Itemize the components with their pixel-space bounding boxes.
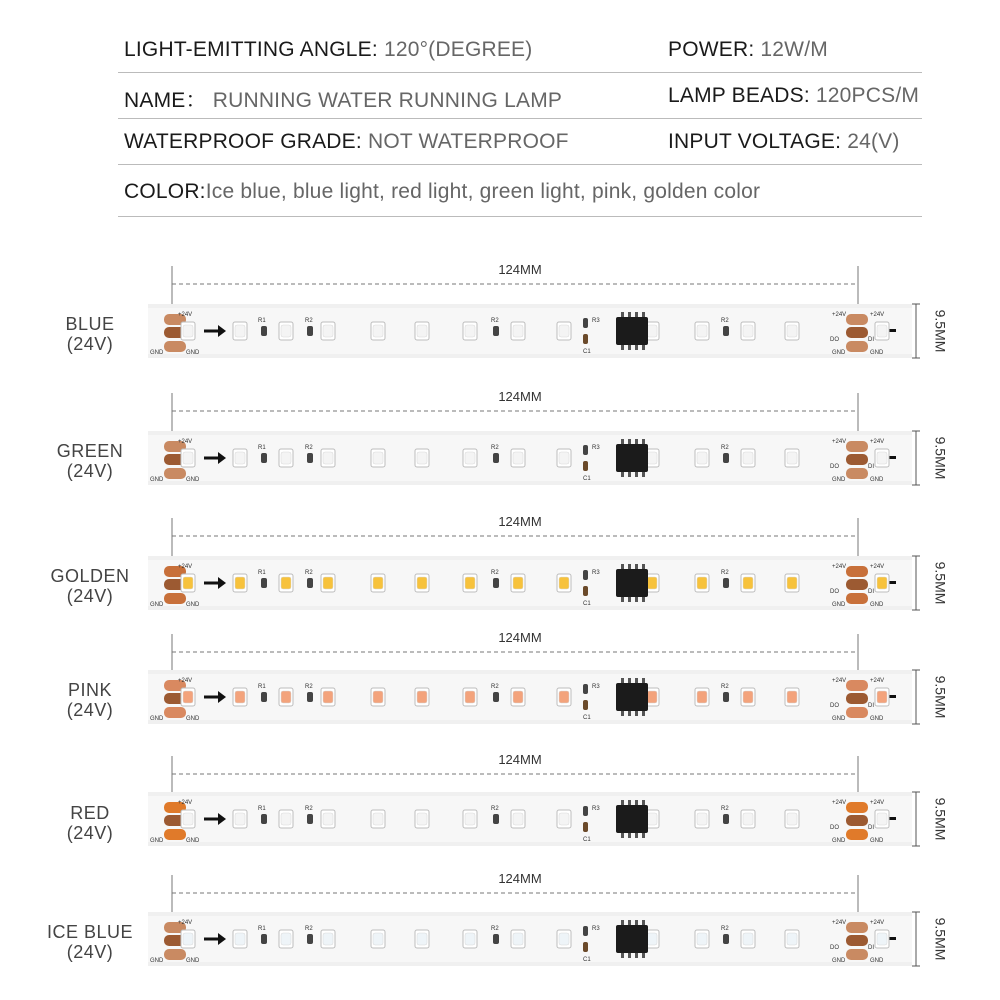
pad-label-24v: +24V: [870, 678, 885, 684]
ic-chip: [616, 805, 648, 833]
resistor-label-r1: R1: [258, 445, 266, 451]
led-emitter: [697, 813, 707, 825]
pad-label-gnd: GND: [870, 958, 884, 964]
strip-voltage: (24V): [66, 942, 114, 962]
led-emitter: [183, 933, 193, 945]
solder-pad: [846, 935, 868, 946]
solder-pad: [846, 593, 868, 604]
solder-pad: [846, 566, 868, 577]
led-emitter: [417, 325, 427, 337]
led-emitter: [373, 933, 383, 945]
resistor-label-r2: R2: [491, 806, 499, 812]
strip-blue: [148, 266, 920, 358]
led-emitter: [323, 813, 333, 825]
pad-label-do: DO: [830, 825, 839, 831]
resistor: [261, 692, 267, 702]
width-dimension: 9.5MM: [932, 309, 949, 353]
resistor: [261, 578, 267, 588]
strip-voltage: (24V): [66, 700, 114, 720]
resistor-label-r1: R1: [258, 570, 266, 576]
capacitor: [583, 461, 588, 471]
resistor-label-r2: R2: [305, 570, 313, 576]
led-emitter: [183, 691, 193, 703]
led-emitter: [281, 933, 291, 945]
solder-pad: [846, 949, 868, 960]
strip-name: RED: [70, 803, 110, 823]
led-emitter: [559, 813, 569, 825]
pad-label-24v: +24V: [832, 678, 847, 684]
led-emitter: [465, 577, 475, 589]
spec-voltage: INPUT VOLTAGE: 24(V): [668, 130, 900, 153]
solder-pad: [846, 815, 868, 826]
pad-label-24v: +24V: [178, 678, 193, 684]
pad-label-do: DO: [830, 945, 839, 951]
pad-label-gnd: GND: [186, 602, 200, 608]
spec-beads: LAMP BEADS: 120PCS/M: [668, 84, 920, 107]
resistor-label-r2: R2: [721, 318, 729, 324]
led-emitter: [877, 691, 887, 703]
resistor-r3: [583, 926, 588, 936]
solder-pad: [846, 802, 868, 813]
led-emitter: [465, 691, 475, 703]
led-emitter: [373, 577, 383, 589]
ic-chip: [616, 444, 648, 472]
solder-pad: [846, 314, 868, 325]
capacitor-label-c1: C1: [583, 349, 591, 355]
resistor: [261, 453, 267, 463]
spec-color: COLOR:Ice blue, blue light, red light, green light, pink, golden color: [124, 180, 761, 203]
led-emitter: [235, 325, 245, 337]
resistor-label-r2: R2: [721, 926, 729, 932]
resistor-label-r2: R2: [305, 926, 313, 932]
resistor-label-r2: R2: [305, 806, 313, 812]
led-emitter: [513, 813, 523, 825]
resistor-r3: [583, 570, 588, 580]
pad-label-gnd: GND: [832, 958, 846, 964]
pad-label-gnd: GND: [870, 350, 884, 356]
solder-pad: [846, 441, 868, 452]
strip-voltage: (24V): [66, 461, 114, 481]
pad-label-do: DO: [830, 589, 839, 595]
led-emitter: [417, 577, 427, 589]
ic-chip: [616, 317, 648, 345]
pad-label-24v: +24V: [870, 564, 885, 570]
led-emitter: [787, 691, 797, 703]
led-emitter: [465, 813, 475, 825]
strip-name: BLUE: [65, 314, 115, 334]
led-emitter: [877, 452, 887, 464]
pad-label-24v: +24V: [178, 312, 193, 318]
led-emitter: [323, 325, 333, 337]
pad-label-gnd: GND: [832, 477, 846, 483]
resistor-label-r3: R3: [592, 926, 600, 932]
width-dimension: 9.5MM: [932, 436, 949, 480]
led-emitter: [647, 577, 657, 589]
resistor: [307, 578, 313, 588]
resistor-r3: [583, 684, 588, 694]
pad-label-24v: +24V: [178, 920, 193, 926]
led-emitter: [559, 933, 569, 945]
pad-label-gnd: GND: [870, 602, 884, 608]
resistor-label-r2: R2: [305, 684, 313, 690]
strip-name: PINK: [67, 680, 112, 700]
resistor: [723, 326, 729, 336]
solder-pad: [846, 454, 868, 465]
pad-label-gnd: GND: [186, 838, 200, 844]
pad-label-gnd: GND: [186, 716, 200, 722]
resistor-label-r2: R2: [491, 318, 499, 324]
led-emitter: [183, 325, 193, 337]
resistor: [307, 814, 313, 824]
strip-red: [148, 756, 920, 846]
led-emitter: [647, 325, 657, 337]
resistor: [723, 692, 729, 702]
spec-name: NAME： RUNNING WATER RUNNING LAMP: [124, 89, 563, 112]
led-emitter: [513, 325, 523, 337]
led-emitter: [417, 813, 427, 825]
width-dimension: 9.5MM: [932, 797, 949, 841]
led-emitter: [281, 325, 291, 337]
led-emitter: [743, 813, 753, 825]
led-emitter: [281, 691, 291, 703]
resistor: [493, 326, 499, 336]
pad-label-do: DO: [830, 464, 839, 470]
led-emitter: [697, 933, 707, 945]
resistor-r3: [583, 445, 588, 455]
led-emitter: [373, 452, 383, 464]
width-dimension: 9.5MM: [932, 675, 949, 719]
spec-power: POWER: 12W/M: [668, 38, 828, 61]
solder-pad: [164, 707, 186, 718]
pad-label-do: DO: [830, 703, 839, 709]
solder-pad: [846, 707, 868, 718]
led-emitter: [235, 933, 245, 945]
pad-label-24v: +24V: [832, 800, 847, 806]
led-emitter: [559, 577, 569, 589]
length-dimension: 124MM: [498, 871, 542, 886]
strip-voltage: (24V): [66, 586, 114, 606]
pad-label-24v: +24V: [832, 920, 847, 926]
pad-label-gnd: GND: [832, 350, 846, 356]
solder-pad: [164, 593, 186, 604]
resistor-label-r1: R1: [258, 318, 266, 324]
led-emitter: [465, 933, 475, 945]
led-emitter: [513, 577, 523, 589]
led-emitter: [183, 577, 193, 589]
led-emitter: [235, 577, 245, 589]
resistor: [723, 814, 729, 824]
led-emitter: [235, 813, 245, 825]
led-emitter: [647, 452, 657, 464]
pad-label-24v: +24V: [178, 800, 193, 806]
led-emitter: [647, 933, 657, 945]
resistor: [723, 934, 729, 944]
capacitor: [583, 942, 588, 952]
resistor: [723, 453, 729, 463]
resistor-label-r1: R1: [258, 806, 266, 812]
led-emitter: [373, 691, 383, 703]
resistor-label-r3: R3: [592, 806, 600, 812]
strip-pink: [148, 634, 920, 724]
pad-label-di: DI: [868, 945, 874, 951]
ic-chip: [616, 683, 648, 711]
pad-label-di: DI: [868, 337, 874, 343]
resistor-label-r3: R3: [592, 570, 600, 576]
led-emitter: [743, 452, 753, 464]
width-dimension: 9.5MM: [932, 917, 949, 961]
capacitor-label-c1: C1: [583, 476, 591, 482]
strip-voltage: (24V): [66, 823, 114, 843]
resistor: [261, 326, 267, 336]
pad-label-gnd: GND: [832, 602, 846, 608]
led-emitter: [877, 813, 887, 825]
resistor-r3: [583, 318, 588, 328]
led-emitter: [787, 933, 797, 945]
resistor-label-r2: R2: [721, 806, 729, 812]
resistor: [493, 692, 499, 702]
resistor-label-r2: R2: [721, 570, 729, 576]
length-dimension: 124MM: [498, 752, 542, 767]
capacitor-label-c1: C1: [583, 715, 591, 721]
spec-waterproof: WATERPROOF GRADE: NOT WATERPROOF: [124, 130, 569, 153]
strip-voltage: (24V): [66, 334, 114, 354]
led-emitter: [647, 691, 657, 703]
strip-green: [148, 393, 920, 485]
resistor-label-r2: R2: [305, 318, 313, 324]
led-emitter: [513, 452, 523, 464]
resistor-label-r3: R3: [592, 445, 600, 451]
ic-chip: [616, 569, 648, 597]
resistor: [307, 934, 313, 944]
solder-pad: [846, 922, 868, 933]
led-emitter: [877, 577, 887, 589]
resistor: [307, 692, 313, 702]
pad-label-di: DI: [868, 589, 874, 595]
pad-label-gnd: GND: [150, 716, 164, 722]
pad-label-gnd: GND: [186, 350, 200, 356]
led-emitter: [787, 325, 797, 337]
pad-label-gnd: GND: [186, 958, 200, 964]
pad-label-24v: +24V: [870, 920, 885, 926]
pad-label-gnd: GND: [150, 350, 164, 356]
pad-label-gnd: GND: [186, 477, 200, 483]
solder-pad: [846, 579, 868, 590]
led-emitter: [417, 933, 427, 945]
capacitor: [583, 586, 588, 596]
led-emitter: [323, 577, 333, 589]
resistor-label-r2: R2: [491, 445, 499, 451]
pad-label-24v: +24V: [832, 439, 847, 445]
led-emitter: [235, 452, 245, 464]
led-emitter: [787, 452, 797, 464]
led-emitter: [281, 813, 291, 825]
resistor: [493, 814, 499, 824]
pad-label-gnd: GND: [870, 477, 884, 483]
strip-golden: [148, 518, 920, 610]
solder-pad: [164, 468, 186, 479]
led-emitter: [183, 813, 193, 825]
capacitor: [583, 822, 588, 832]
led-emitter: [465, 325, 475, 337]
resistor-r3: [583, 806, 588, 816]
pad-label-gnd: GND: [870, 838, 884, 844]
led-emitter: [697, 452, 707, 464]
led-emitter: [743, 577, 753, 589]
length-dimension: 124MM: [498, 514, 542, 529]
length-dimension: 124MM: [498, 630, 542, 645]
solder-pad: [164, 829, 186, 840]
pad-label-24v: +24V: [870, 312, 885, 318]
solder-pad: [846, 341, 868, 352]
capacitor-label-c1: C1: [583, 837, 591, 843]
pad-label-gnd: GND: [150, 958, 164, 964]
width-dimension: 9.5MM: [932, 561, 949, 605]
pad-label-gnd: GND: [870, 716, 884, 722]
pad-label-gnd: GND: [150, 838, 164, 844]
resistor: [493, 578, 499, 588]
resistor-label-r2: R2: [491, 926, 499, 932]
led-emitter: [323, 452, 333, 464]
led-emitter: [323, 691, 333, 703]
solder-pad: [846, 693, 868, 704]
pad-label-di: DI: [868, 703, 874, 709]
resistor-label-r2: R2: [721, 684, 729, 690]
led-emitter: [513, 933, 523, 945]
resistor-label-r1: R1: [258, 926, 266, 932]
length-dimension: 124MM: [498, 389, 542, 404]
solder-pad: [846, 829, 868, 840]
strip-name: GOLDEN: [50, 566, 130, 586]
led-emitter: [647, 813, 657, 825]
led-emitter: [743, 325, 753, 337]
pad-label-24v: +24V: [870, 439, 885, 445]
led-emitter: [373, 325, 383, 337]
pad-label-24v: +24V: [832, 312, 847, 318]
resistor: [307, 326, 313, 336]
resistor: [493, 453, 499, 463]
resistor: [307, 453, 313, 463]
pad-label-gnd: GND: [150, 602, 164, 608]
led-emitter: [559, 691, 569, 703]
capacitor-label-c1: C1: [583, 601, 591, 607]
solder-pad: [846, 327, 868, 338]
capacitor: [583, 334, 588, 344]
strip-name: ICE BLUE: [46, 922, 134, 942]
pad-label-gnd: GND: [150, 477, 164, 483]
solder-pad: [846, 680, 868, 691]
resistor-label-r2: R2: [305, 445, 313, 451]
resistor: [261, 934, 267, 944]
led-emitter: [697, 325, 707, 337]
resistor: [261, 814, 267, 824]
pad-label-gnd: GND: [832, 838, 846, 844]
solder-pad: [164, 949, 186, 960]
led-emitter: [559, 325, 569, 337]
resistor-label-r2: R2: [491, 570, 499, 576]
led-emitter: [465, 452, 475, 464]
led-emitter: [877, 325, 887, 337]
pad-label-do: DO: [830, 337, 839, 343]
led-emitter: [743, 691, 753, 703]
led-emitter: [183, 452, 193, 464]
led-emitter: [787, 813, 797, 825]
resistor-label-r3: R3: [592, 684, 600, 690]
pad-label-di: DI: [868, 464, 874, 470]
resistor-label-r2: R2: [491, 684, 499, 690]
led-emitter: [323, 933, 333, 945]
solder-pad: [164, 341, 186, 352]
led-emitter: [417, 691, 427, 703]
led-emitter: [281, 452, 291, 464]
resistor: [493, 934, 499, 944]
led-emitter: [417, 452, 427, 464]
resistor-label-r1: R1: [258, 684, 266, 690]
solder-pad: [846, 468, 868, 479]
led-emitter: [877, 933, 887, 945]
led-emitter: [743, 933, 753, 945]
led-emitter: [697, 577, 707, 589]
resistor: [723, 578, 729, 588]
led-emitter: [513, 691, 523, 703]
led-emitter: [559, 452, 569, 464]
length-dimension: 124MM: [498, 262, 542, 277]
pad-label-24v: +24V: [178, 564, 193, 570]
resistor-label-r3: R3: [592, 318, 600, 324]
pad-label-24v: +24V: [832, 564, 847, 570]
pad-label-di: DI: [868, 825, 874, 831]
pad-label-gnd: GND: [832, 716, 846, 722]
ic-chip: [616, 925, 648, 953]
pad-label-24v: +24V: [178, 439, 193, 445]
led-emitter: [235, 691, 245, 703]
capacitor-label-c1: C1: [583, 957, 591, 963]
spec-angle: LIGHT-EMITTING ANGLE: 120°(DEGREE): [124, 38, 533, 61]
strip-ice-blue: [148, 875, 920, 966]
strip-name: GREEN: [56, 441, 124, 461]
pad-label-24v: +24V: [870, 800, 885, 806]
led-emitter: [787, 577, 797, 589]
led-emitter: [373, 813, 383, 825]
led-emitter: [281, 577, 291, 589]
resistor-label-r2: R2: [721, 445, 729, 451]
led-emitter: [697, 691, 707, 703]
capacitor: [583, 700, 588, 710]
